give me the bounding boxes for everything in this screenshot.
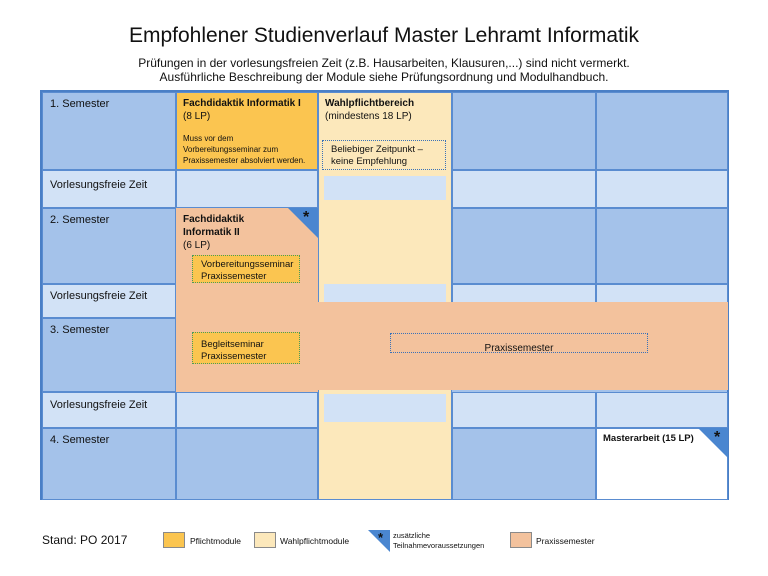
- row-label-sem4: 4. Semester: [42, 428, 176, 500]
- fdi1-note-line-3: Praxissemester absolviert werden.: [183, 156, 306, 165]
- legend-swatch-praxis: [510, 532, 532, 548]
- subtitle-line-1: Prüfungen in der vorlesungsfreien Zeit (z.B. Hausarbeiten, Klausuren,...) sind nicht vermerkt.: [138, 56, 630, 70]
- cell-sem1-col5: [596, 92, 728, 170]
- fdi2-title-line-1: Fachdidaktik: [183, 214, 245, 225]
- legend-label-zusatz-1: zusätzliche: [393, 531, 431, 540]
- wahlpflicht-free-time-block-3: [324, 394, 446, 422]
- row-label-vz3: Vorlesungsfreie Zeit: [42, 392, 176, 428]
- cell-vz3-col5: [596, 392, 728, 428]
- legend-label-wahlpflicht: Wahlpflichtmodule: [280, 536, 350, 546]
- prerequisite-star-fdi2: *: [303, 209, 310, 226]
- wahlpflicht-free-time-block-2: [324, 284, 446, 302]
- row-label-sem3: 3. Semester: [42, 318, 176, 392]
- wahlpflicht-free-time-block-1: [324, 176, 446, 200]
- wahlpflicht-note-line-2: keine Empfehlung: [331, 156, 408, 167]
- legend-swatch-pflicht: [163, 532, 185, 548]
- legend-label-pflicht: Pflichtmodule: [190, 536, 242, 546]
- subtitle-line-2: Ausführliche Beschreibung der Module siehe Prüfungsordnung und Modulhandbuch.: [159, 70, 609, 84]
- cell-sem2-col4: [452, 208, 596, 284]
- vorbereitungsseminar-line-2: Praxissemester: [201, 271, 267, 282]
- cell-vz1-col2: [176, 170, 318, 208]
- fdi1-note-line-1: Muss vor dem: [183, 134, 234, 143]
- cell-vz1-col5: [596, 170, 728, 208]
- masterarbeit-title: Masterarbeit (15 LP): [603, 433, 694, 444]
- begleitseminar-box: [192, 332, 300, 364]
- vorbereitungsseminar-line-1: Vorbereitungsseminar: [201, 259, 294, 270]
- cell-vz1-col4: [452, 170, 596, 208]
- cell-sem2-col5: [596, 208, 728, 284]
- praxissemester-box: [390, 333, 648, 353]
- stand-label: Stand: PO 2017: [42, 533, 128, 547]
- legend-prerequisite-star: *: [378, 530, 384, 545]
- legend-swatch-wahlpflicht: [254, 532, 276, 548]
- cell-sem4-col4: [452, 428, 596, 500]
- legend-label-praxis: Praxissemester: [536, 536, 595, 546]
- prerequisite-marker-masterarbeit: [698, 428, 728, 458]
- praxissemester-label: Praxissemester: [484, 343, 554, 354]
- row-label-vz2: Vorlesungsfreie Zeit: [42, 284, 176, 318]
- row-label-vz1: Vorlesungsfreie Zeit: [42, 170, 176, 208]
- fdi2-lp: (6 LP): [183, 240, 211, 251]
- wahlpflicht-title: Wahlpflichtbereich: [325, 98, 415, 109]
- fdi1-title: Fachdidaktik Informatik I: [183, 98, 301, 109]
- legend-label-zusatz-2: Teilnahmevoraussetzungen: [393, 541, 485, 550]
- cell-sem4-col2: [176, 428, 318, 500]
- wahlpflicht-lp: (mindestens 18 LP): [325, 111, 412, 122]
- cell-vz3-col4: [452, 392, 596, 428]
- page-title: Empfohlener Studienverlauf Master Lehramt Informatik: [128, 24, 640, 47]
- vorbereitungsseminar-box: [192, 255, 300, 283]
- fdi1-note-line-2: Vorbereitungsseminar zum: [183, 145, 279, 154]
- cell-sem1-col4: [452, 92, 596, 170]
- begleitseminar-line-1: Begleitseminar: [201, 339, 264, 350]
- begleitseminar-line-2: Praxissemester: [201, 351, 267, 362]
- fdi2-title-line-2: Informatik II: [183, 227, 240, 238]
- cell-vz3-col2: [176, 392, 318, 428]
- row-label-sem2: 2. Semester: [42, 208, 176, 284]
- wahlpflicht-note-box: [322, 140, 446, 170]
- prerequisite-star-masterarbeit: *: [714, 429, 721, 446]
- wahlpflicht-note-line-1: Beliebiger Zeitpunkt –: [331, 144, 423, 155]
- row-label-sem1: 1. Semester: [42, 92, 176, 170]
- fdi1-lp: (8 LP): [183, 111, 211, 122]
